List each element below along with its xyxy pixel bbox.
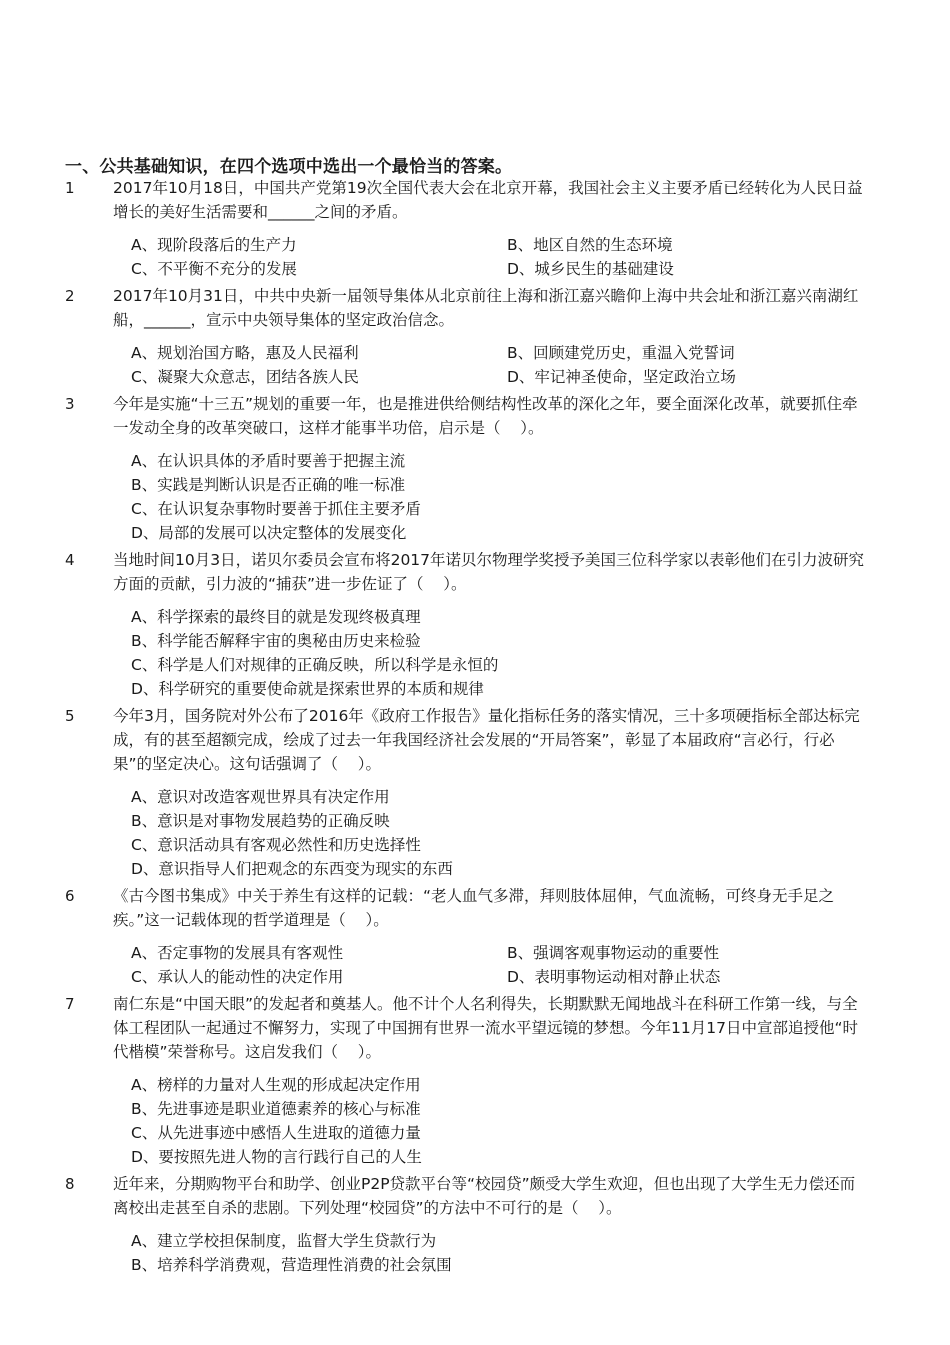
question-8 xyxy=(65,1172,865,1277)
question-stem: 今年3月，国务院对外公布了2016年《政府工作报告》量化指标任务的落实情况，三十多项硬指标全部达标完成，有的甚至超额完成，绘成了过去一年我国经济社会发展的“开局答案”，彰显了本届政府“言必行，行必果”的坚定决心。这句话强调了（ ）。 xyxy=(113,707,860,773)
options xyxy=(131,785,865,881)
question-number: 4 xyxy=(65,551,75,569)
question-stem: 2017年10月18日，中国共产党第19次全国代表大会在北京开幕，我国社会主义主要矛盾已经转化为人民日益增长的美好生活需要和______之间的矛盾。 xyxy=(113,179,863,221)
question-6 xyxy=(65,884,865,989)
question-number: 8 xyxy=(65,1175,75,1193)
option-b: B、强调客观事物运动的重要性 xyxy=(507,944,720,962)
option-c: C、凝聚大众意志，团结各族人民 xyxy=(131,368,359,386)
option-a: A、规划治国方略，惠及人民福利 xyxy=(131,344,359,362)
question-number: 2 xyxy=(65,287,75,305)
option-d: D、城乡民生的基础建设 xyxy=(507,260,674,278)
options xyxy=(131,941,865,989)
question-2 xyxy=(65,284,865,389)
option-b: B、实践是判断认识是否正确的唯一标准 xyxy=(131,476,406,494)
question-7 xyxy=(65,992,865,1169)
options xyxy=(131,341,865,389)
option-b: B、地区自然的生态环境 xyxy=(507,236,673,254)
question-number: 7 xyxy=(65,995,75,1013)
option-d: D、要按照先进人物的言行践行自己的人生 xyxy=(131,1148,422,1166)
option-b: B、意识是对事物发展趋势的正确反映 xyxy=(131,812,390,830)
question-stem: 2017年10月31日，中共中央新一届领导集体从北京前往上海和浙江嘉兴瞻仰上海中共会址和浙江嘉兴南湖红船，______，宣示中央领导集体的坚定政治信念。 xyxy=(113,287,859,329)
option-c: C、在认识复杂事物时要善于抓住主要矛盾 xyxy=(131,500,421,518)
options xyxy=(131,1229,865,1277)
option-b: B、科学能否解释宇宙的奥秘由历史来检验 xyxy=(131,632,421,650)
option-d: D、牢记神圣使命，坚定政治立场 xyxy=(507,368,736,386)
option-a: A、科学探索的最终目的就是发现终极真理 xyxy=(131,608,421,626)
question-number: 3 xyxy=(65,395,75,413)
option-a: A、榜样的力量对人生观的形成起决定作用 xyxy=(131,1076,421,1094)
option-b: B、培养科学消费观，营造理性消费的社会氛围 xyxy=(131,1256,452,1274)
option-a: A、在认识具体的矛盾时要善于把握主流 xyxy=(131,452,406,470)
option-d: D、表明事物运动相对静止状态 xyxy=(507,968,721,986)
question-5 xyxy=(65,704,865,881)
option-a: A、现阶段落后的生产力 xyxy=(131,236,297,254)
question-stem: 南仁东是“中国天眼”的发起者和奠基人。他不计个人名利得失，长期默默无闻地战斗在科研工作第一线，与全体工程团队一起通过不懈努力，实现了中国拥有世界一流水平望远镜的梦想。今年11月17日中宣部追授他“时代楷模”荣誉称号。这启发我们（ ）。 xyxy=(113,995,858,1061)
question-stem: 当地时间10月3日，诺贝尔委员会宣布将2017年诺贝尔物理学奖授予美国三位科学家以表彰他们在引力波研究方面的贡献，引力波的“捕获”进一步佐证了（ ）。 xyxy=(113,551,865,593)
option-a: A、建立学校担保制度，监督大学生贷款行为 xyxy=(131,1232,437,1250)
options xyxy=(131,233,865,281)
option-b: B、回顾建党历史，重温入党誓词 xyxy=(507,344,735,362)
question-stem: 近年来，分期购物平台和助学、创业P2P贷款平台等“校园贷”颇受大学生欢迎，但也出现了大学生无力偿还而离校出走甚至自杀的悲剧。下列处理“校园贷”的方法中不可行的是（ ）。 xyxy=(113,1175,856,1217)
option-c: C、承认人的能动性的决定作用 xyxy=(131,968,344,986)
question-number: 6 xyxy=(65,887,75,905)
option-c: C、从先进事迹中感悟人生进取的道德力量 xyxy=(131,1124,421,1142)
question-number: 1 xyxy=(65,179,75,197)
question-3 xyxy=(65,392,865,545)
question-stem: 《古今图书集成》中关于养生有这样的记载：“老人血气多滞，拜则肢体屈伸，气血流畅，可终身无手足之疾。”这一记载体现的哲学道理是（ ）。 xyxy=(113,887,835,929)
option-a: A、意识对改造客观世界具有决定作用 xyxy=(131,788,390,806)
option-a: A、否定事物的发展具有客观性 xyxy=(131,944,344,962)
option-d: D、意识指导人们把观念的东西变为现实的东西 xyxy=(131,860,453,878)
options xyxy=(131,1073,865,1169)
question-number: 5 xyxy=(65,707,75,725)
option-c: C、科学是人们对规律的正确反映，所以科学是永恒的 xyxy=(131,656,499,674)
option-c: C、不平衡不充分的发展 xyxy=(131,260,297,278)
options xyxy=(131,605,865,701)
question-stem: 今年是实施“十三五”规划的重要一年，也是推进供给侧结构性改革的深化之年，要全面深化改革，就要抓住牵一发动全身的改革突破口，这样才能事半功倍，启示是（ ）。 xyxy=(113,395,858,437)
option-b: B、先进事迹是职业道德素养的核心与标准 xyxy=(131,1100,421,1118)
question-1 xyxy=(65,176,865,281)
option-c: C、意识活动具有客观必然性和历史选择性 xyxy=(131,836,421,854)
question-4 xyxy=(65,548,865,701)
option-d: D、局部的发展可以决定整体的发展变化 xyxy=(131,524,407,542)
section-title: 一、公共基础知识，在四个选项中选出一个最恰当的答案。 xyxy=(65,157,513,177)
option-d: D、科学研究的重要使命就是探索世界的本质和规律 xyxy=(131,680,484,698)
options xyxy=(131,449,865,545)
